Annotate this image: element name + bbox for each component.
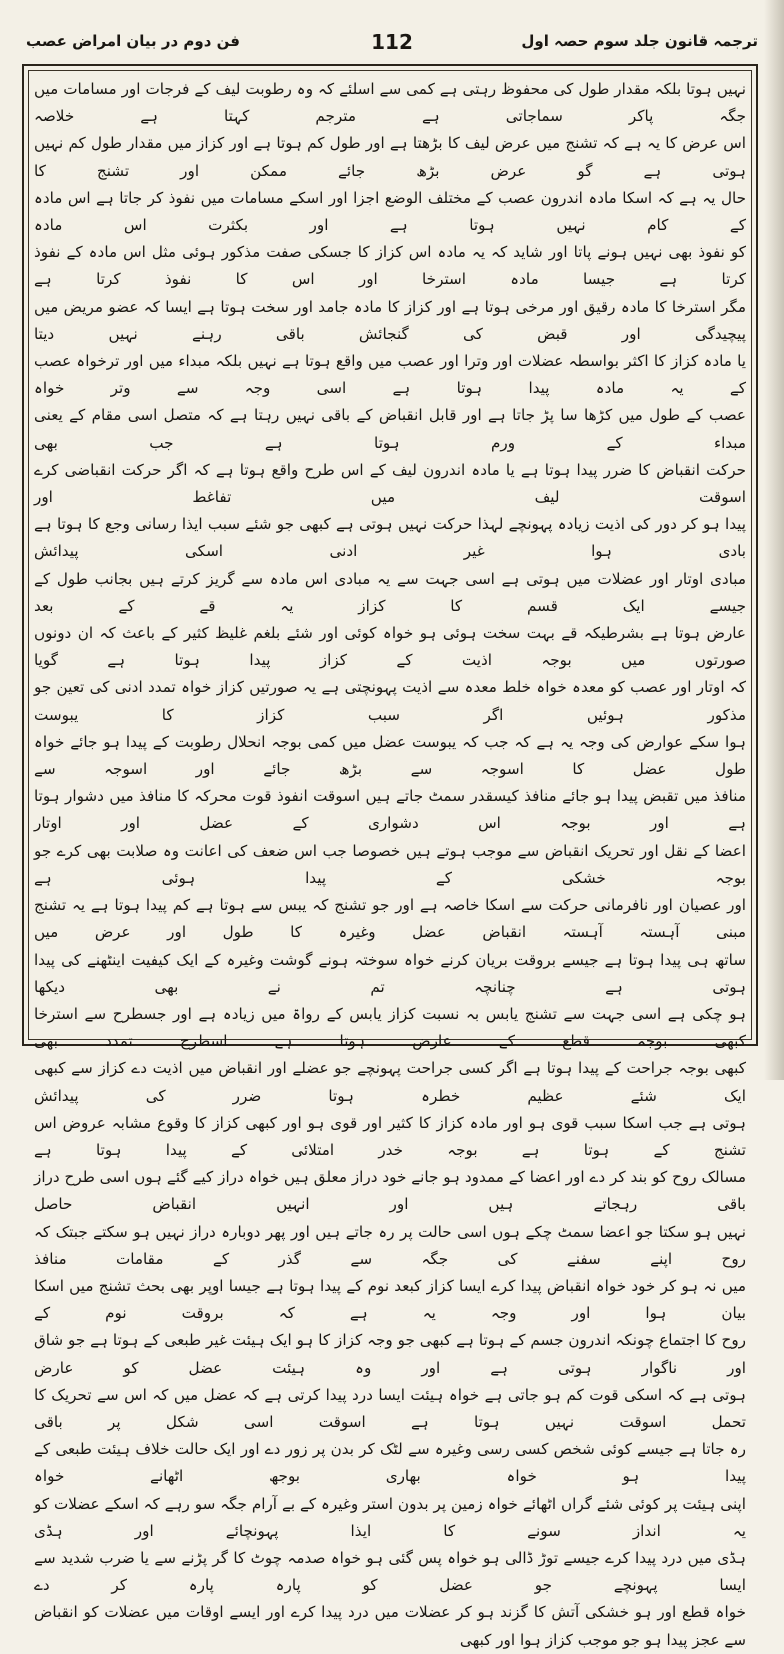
text-line: ہوتی ہے کہ اسکی قوت کم ہو جاتی ہے خواہ ہیئت ایسا درد پیدا کرتی ہے کہ عضل میں کہ اس سے تحریک کا تحمل اسوقت نہیں ہوتا ہے اسوقت اسی شکل پر باقی: [34, 1385, 746, 1431]
text-line: اپنی ہیئت پر کوئی شئے گراں اٹھائے خواہ زمین پر بدون استر وغیرہ کے بے آرام جگہ سو رہے کہ اسکے عضلات کو یہ انداز سونے کا ایذا پہونچائے اور ہڈی: [34, 1494, 746, 1540]
text-line: خواہ قطع اور ہو خشکی آتش کا گزند ہو کر عضلات میں درد پیدا کرے اور ایسے اوقات میں عضلات کو انقباض سے عجز پیدا ہو جو موجب کزاز ہوا اور کبھی: [34, 1603, 746, 1649]
text-line: روح کا اجتماع چونکہ اندرون جسم کے ہوتا ہے کبھی جو وجہ کزاز کا ہو ایک ہیئت غیر طبعی کے ہوتا ہے جو شاق اور ناگوار ہوتی ہے اور وہ ہیئت عضل کو عارض: [34, 1331, 746, 1377]
scan-edge-shadow: [764, 0, 784, 1080]
text-line: رہ جاتا ہے جیسے کوئی شخص کسی رسی وغیرہ سے لٹک کر بدن پر زور دے اور ایک حالت خلاف ہیئت طبعی کے پیدا ہو خواہ بھاری بوجھ اٹھانے خواہ: [34, 1440, 746, 1486]
text-line: نہیں ہوتا بلکہ مقدار طول کی محفوظ رہتی ہے کمی سے اسلئے کہ وہ رطوبت لیف کے فرجات اور مسامات میں جگہ پاکر سماجاتی ہے مترجم کہتا ہے خلاصہ: [34, 80, 746, 126]
text-line: میں نہ ہو کر خود خواہ انقباض پیدا کرے ایسا کزاز کبعد نوم کے پیدا ہوتا ہے جیسا اوپر بھی بحث تشنج میں اسکا بیان ہوا اور وجہ یہ ہے کہ بروقت نوم کے: [34, 1276, 746, 1323]
text-line: ہوا سکے عوارض کی وجہ یہ ہے کہ جب کہ یبوست عضل میں کمی بوجہ انحلال رطوبت کے پیدا ہو جائے خواہ طول عضل کا اسوجہ سے بڑھ جائے اور اسوجہ سے: [34, 732, 746, 779]
page-header: [18, 30, 766, 60]
text-line: اور عصیان اور نافرمانی حرکت سے اسکا خاصہ ہے اور جو تشنج کہ یبس سے ہوتا ہے کم پیدا ہوتا ہے یہ تشنج مبنی آہستہ آہستہ انقباض عضل وغیرہ کا طول اور عرض میں: [34, 896, 746, 942]
text-line: مسالک روح کو بند کر دے اور اعضا کے ممدود ہو جانے خود دراز معلق ہیں خواہ دراز کیے گئے ہوں اسی طرح دراز باقی رہجاتے ہیں اور انہیں انقباض حاصل: [34, 1168, 746, 1214]
text-line: منافذ میں تقبض پیدا ہو جائے منافذ کیسقدر سمٹ جاتے ہیں اسوقت انفوذ قوت محرکہ کا منافذ میں دشوار ہوتا ہے اور بوجہ اس دشواری کے عضل اور اوتار: [34, 787, 746, 833]
text-line: مگر استرخا کا مادہ رقیق اور مرخی ہوتا ہے اور کزاز کا مادہ جامد اور سخت ہوتا ہے ایسا کہ عضو مریض میں پیچیدگی اور قبض کی گنجائش باقی رہنے نہیں دیتا: [34, 297, 746, 343]
text-line: کبھی بوجہ جراحت کے پیدا ہوتا ہے اگر کسی جراحت پہونچے جو عضلے اور انقباض میں اذیت دے کزاز سے کبھی ایک شئے عظیم خطرہ ہوتا ضرر کی پیدائش: [34, 1059, 746, 1105]
text-line: حرکت انقباض کا ضرر پیدا ہوتا ہے یا مادہ اندرون لیف کے اس طرح واقع ہوتا ہے کہ اگر حرکت انقباضی کرے اسوقت لیف میں تفاغط اور: [34, 460, 746, 507]
text-line: کہ اوتار اور عصب کو معدہ خواہ خلط معدہ سے اذیت پہونچتی ہے یہ صورتیں کزاز خواہ تمدد ادنی کی تعین جو مذکور ہوئیں اگر سبب کزاز کا یبوست: [34, 678, 746, 724]
text-line: ہڈی میں درد پیدا کرے جیسے توڑ ڈالی ہو خواہ پس گئی ہو خواہ صدمہ چوٹ کا گر پڑنے سے یا ضرب شدید سے ایسا پہونچے جو عضل کو پارہ پارہ کر دے: [34, 1548, 746, 1595]
text-line: نہیں ہو سکتا جو اعضا سمٹ چکے ہوں اسی حالت پر رہ جاتے ہیں اور پھر دوبارہ دراز نہیں ہو سکتے جبتک کہ روح اپنے سفنے کی جگہ سے گذر کے مقامات منافذ: [34, 1222, 746, 1268]
text-line: عارض ہوتا ہے بشرطیکہ قے بہت سخت ہوئی ہو خواہ کوئی اور شئے بلغم غلیظ کثیر کے باعث کہ ان دونوں صورتوں میں بوجہ اذیت کے کزاز پیدا ہوتا ہے گویا: [34, 624, 746, 670]
text-line: پیدا ہو کر دور کی اذیت زیادہ پہونچے لہذا حرکت نہیں ہوتی ہے کبھی جو شئے سبب ایذا رسانی وجع کا ہوتا ہے بادی ہوا غیر ادنی اسکی پیدائش: [34, 515, 746, 561]
text-line: مبادی اوتار اور عضلات میں ہوتی ہے اسی جہت سے یہ مبادی اس مادہ سے گریز کرتے ہیں بجانب طول کے جیسے ایک قسم کا کزاز یہ قے کے بعد: [34, 569, 746, 615]
text-line: اس عرض کا یہ ہے کہ تشنج میں عرض لیف کا بڑھتا ہے اور طول کم ہوتا ہے اور کزاز میں مقدار طول کم نہیں ہوتی ہے گو عرض بڑھ جائے ممکن اور تشنج کا: [34, 134, 746, 180]
text-line: کو نفوذ بھی نہیں ہونے پاتا اور شاید کہ یہ مادہ اس کزاز کا جسکی صفت مذکور ہوئی مثل اس مادہ کے نفوذ کرتا ہے جیسا مادہ استرخا اور اس کا نفوذ کرتا ہے: [34, 243, 746, 289]
text-line: یا مادہ کزاز کا اکثر بواسطہ عضلات اور وترا اور عصب میں واقع ہوتا ہے نہیں بلکہ مبداء میں اور ترخواہ عصب کے یہ مادہ پیدا ہوتا ہے اسی وجہ سے وتر خواہ: [34, 352, 746, 398]
text-line: ہو چکی ہے اسی جہت سے تشنج یابس بہ نسبت کزاز یابس کے رواۃ میں زیادہ ہے اور جسطرح سے استرخا کبھی بوجہ قطع کے عارض ہوتا ہے اسطرح تمدد بھی: [34, 1004, 746, 1051]
section-title: فن دوم در بیان امراض عصب: [26, 32, 240, 50]
page-number: 112: [371, 30, 413, 54]
text-line: ہوتی ہے جب اسکا سبب قوی ہو اور مادہ کزاز کا کثیر اور قوی ہو اور کبھی کزاز کا وقوع مشابہ عروض اس تشنج کے ہوتا ہے بوجہ خدر امتلائی کے پیدا ہوتا ہے: [34, 1113, 746, 1159]
book-title: ترجمہ قانون جلد سوم حصہ اول: [521, 32, 758, 50]
text-line: ساتھ ہی پیدا ہوتا ہے جیسے بروقت بریان کرنے خواہ سوختہ ہونے گوشت وغیرہ کے ایک کیفیت اینٹھنے کی پیدا ہوتی ہے چنانچہ تم نے بھی دیکھا: [34, 950, 746, 996]
text-line: اعضا کے نقل اور تحریک انقباض سے موجب ہوتے ہیں خصوصا جب اس ضعف کی اعانت وہ صلابت بھی کرے جو بوجہ خشکی کے پیدا ہوئی ہے: [34, 841, 746, 887]
text-line: حال یہ ہے کہ اسکا مادہ اندرون عصب کے مختلف الوضع اجزا اور اسکے مسامات میں نفوذ کر جاتا ہے اس مادہ کے کام نہیں ہوتا ہے اور بکثرت اس مادہ: [34, 188, 746, 235]
text-line: عصب کے طول میں کڑھا سا پڑ جاتا ہے اور قابل انقباض کے باقی نہیں رہتا ہے کہ متصل اسی مقام کے یعنی مبداء کے ورم ہوتا ہے جب بھی: [34, 406, 746, 452]
main-text-block: [34, 76, 746, 1649]
